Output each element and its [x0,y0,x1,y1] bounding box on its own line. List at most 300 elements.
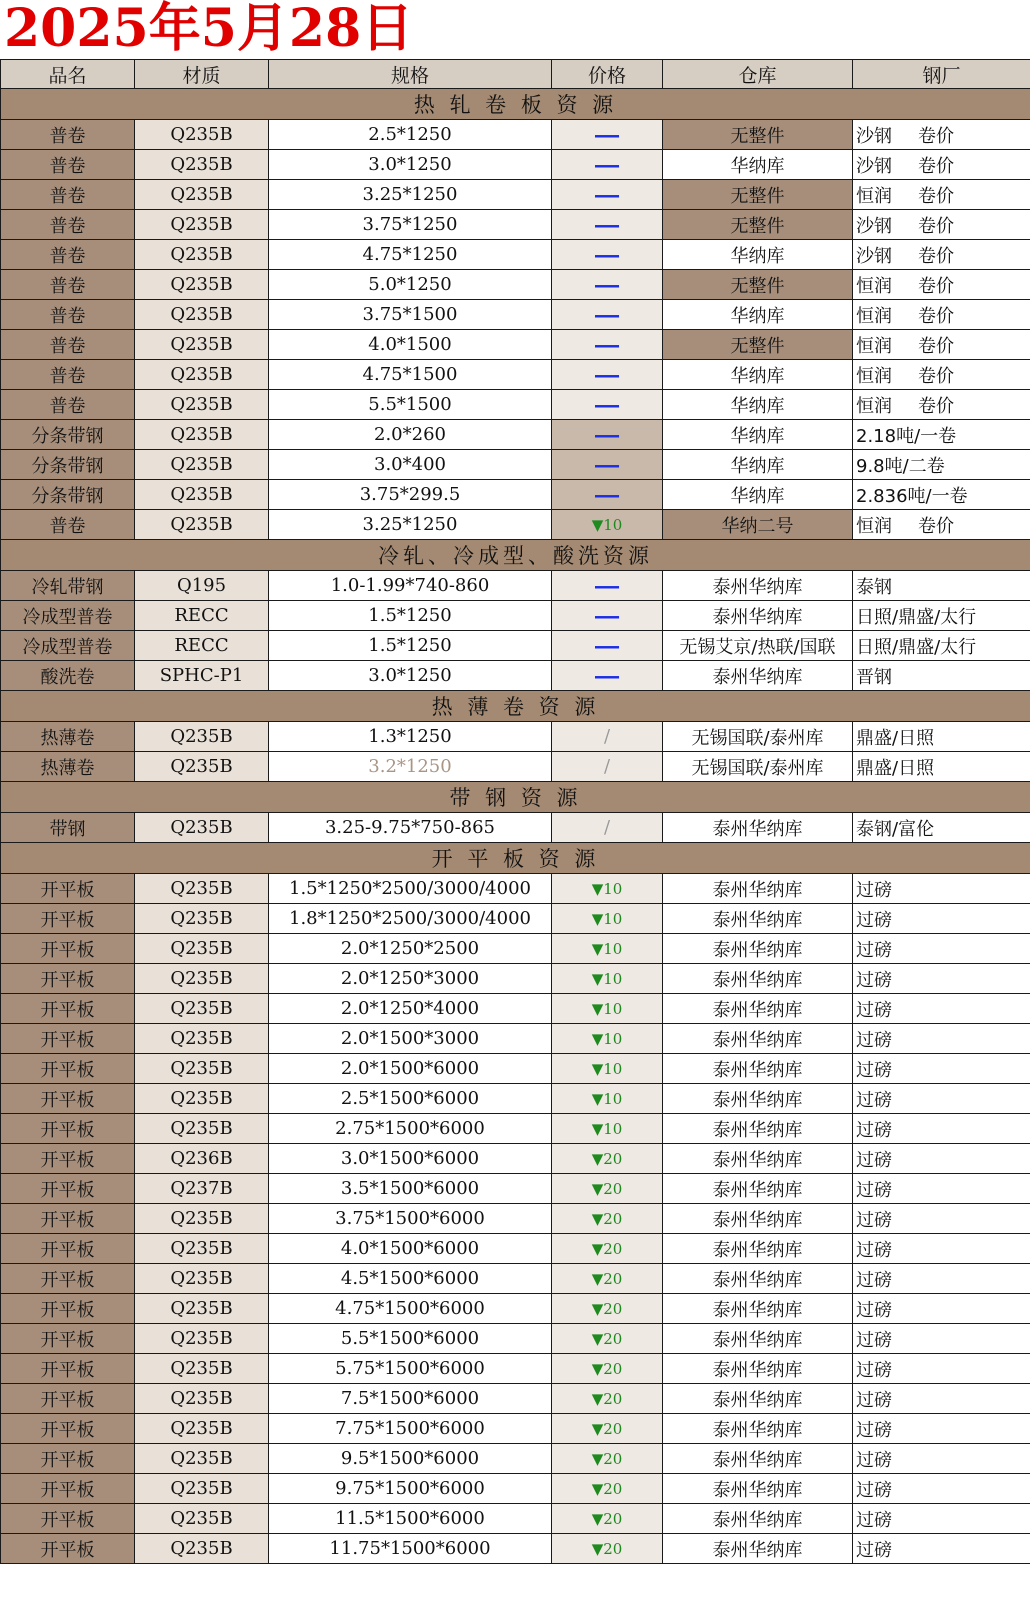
spec-text: 9.75*1500*6000 [335,1478,485,1499]
material-cell: Q235B [135,1024,269,1054]
spec-cell [269,360,552,390]
spec-cell [269,1354,552,1384]
spec-cell [269,480,552,510]
table-row [1,934,1030,964]
spec-cell [269,1174,552,1204]
section-title: 热 轧 卷 板 资 源 [1,89,1030,120]
spec-text: 1.3*1250 [368,726,452,747]
price-value: —— [594,122,620,147]
mill-cell [853,1084,1030,1114]
table-row [1,1264,1030,1294]
spec-cell [269,1024,552,1054]
mill-name: 过磅 [856,1119,892,1141]
warehouse-cell: 泰州华纳库 [663,1414,853,1444]
spec-text: 7.5*1500*6000 [340,1388,480,1409]
spec-cell [269,964,552,994]
table-row [1,904,1030,934]
table-row [1,510,1030,540]
price-cell [552,1264,663,1294]
mill-name: 过磅 [856,1449,892,1471]
warehouse-cell: 无整件 [663,180,853,210]
spec-cell [269,210,552,240]
table-row [1,1324,1030,1354]
price-cell [552,150,663,180]
material-cell: Q235B [135,934,269,964]
material-cell: Q235B [135,1444,269,1474]
warehouse-cell: 泰州华纳库 [663,1054,853,1084]
product-name-cell: 开平板 [1,1054,135,1084]
material-cell: Q235B [135,270,269,300]
price-value: —— [594,633,620,658]
spec-text: 1.5*1250 [368,635,452,656]
spec-cell [269,150,552,180]
header-row [1,60,1030,89]
spec-text: 2.0*260 [374,424,446,445]
price-value: ▼10 [591,910,623,928]
mill-name: 过磅 [856,909,892,931]
table-row [1,270,1030,300]
mill-name: 恒润 [856,275,892,297]
mill-name: 沙钢 [856,155,892,177]
table-row [1,813,1030,843]
warehouse-cell: 泰州华纳库 [663,1534,853,1564]
product-name-cell: 分条带钢 [1,420,135,450]
section-title: 开 平 板 资 源 [1,843,1030,874]
product-name-cell: 普卷 [1,390,135,420]
spec-text: 5.5*1500*6000 [340,1328,480,1349]
spec-text: 5.0*1250 [368,274,452,295]
warehouse-cell: 泰州华纳库 [663,1174,853,1204]
product-name-cell: 普卷 [1,150,135,180]
mill-note: 卷价 [918,365,954,387]
mill-cell [853,1114,1030,1144]
warehouse-cell: 泰州华纳库 [663,1234,853,1264]
warehouse-cell: 泰州华纳库 [663,1354,853,1384]
mill-cell [853,601,1030,631]
material-cell: Q235B [135,1114,269,1144]
material-cell: RECC [135,631,269,661]
mill-cell [853,722,1030,752]
material-cell: Q235B [135,1504,269,1534]
mill-name: 沙钢 [856,215,892,237]
material-cell: Q235B [135,1414,269,1444]
mill-cell [853,360,1030,390]
mill-name: 2.18吨/一卷 [856,425,957,447]
spec-text: 3.75*1500 [362,304,458,325]
spec-cell [269,1384,552,1414]
spec-text: 2.0*1250*2500 [340,938,480,959]
spec-cell [269,1294,552,1324]
product-name-cell: 热薄卷 [1,752,135,782]
mill-name: 过磅 [856,879,892,901]
warehouse-cell: 泰州华纳库 [663,1324,853,1354]
mill-name: 鼎盛/日照 [856,757,935,779]
spec-text: 2.75*1500*6000 [335,1118,485,1139]
price-value: ▼20 [591,1180,623,1198]
spec-cell [269,1114,552,1144]
spec-cell [269,661,552,691]
product-name-cell: 开平板 [1,1504,135,1534]
warehouse-cell: 无锡国联/泰州库 [663,752,853,782]
mill-note: 卷价 [918,305,954,327]
mill-cell [853,964,1030,994]
price-value: ▼10 [591,516,623,534]
spec-cell [269,571,552,601]
section-header-row [1,843,1030,874]
mill-name: 过磅 [856,1299,892,1321]
mill-name: 恒润 [856,305,892,327]
warehouse-cell: 华纳库 [663,420,853,450]
table-row [1,1474,1030,1504]
price-table-body [1,60,1030,1564]
table-row [1,150,1030,180]
mill-cell [853,631,1030,661]
spec-cell [269,874,552,904]
price-value: —— [594,152,620,177]
price-cell [552,661,663,691]
warehouse-cell: 泰州华纳库 [663,934,853,964]
spec-cell [269,120,552,150]
mill-note: 卷价 [918,245,954,267]
product-name-cell: 开平板 [1,964,135,994]
spec-text: 3.25*1250 [362,514,458,535]
spec-text: 2.0*1250*3000 [340,968,480,989]
price-value: ▼20 [591,1210,623,1228]
spec-cell [269,1474,552,1504]
mill-cell [853,1324,1030,1354]
material-cell: Q235B [135,210,269,240]
warehouse-cell: 华纳库 [663,360,853,390]
price-value: ▼10 [591,880,623,898]
mill-cell [853,1054,1030,1084]
spec-cell [269,1144,552,1174]
header-warehouse: 仓库 [663,60,853,89]
mill-cell [853,180,1030,210]
table-row [1,1414,1030,1444]
warehouse-cell: 无整件 [663,210,853,240]
price-value: ▼20 [591,1510,623,1528]
mill-note: 卷价 [918,155,954,177]
price-value: —— [594,242,620,267]
spec-text: 2.5*1500*6000 [340,1088,480,1109]
price-value: —— [594,272,620,297]
warehouse-cell: 无整件 [663,270,853,300]
warehouse-cell: 泰州华纳库 [663,1474,853,1504]
price-value: ▼10 [591,940,623,958]
spec-cell [269,510,552,540]
table-row [1,631,1030,661]
product-name-cell: 开平板 [1,1084,135,1114]
warehouse-cell: 泰州华纳库 [663,661,853,691]
product-name-cell: 分条带钢 [1,450,135,480]
price-value: ▼10 [591,1030,623,1048]
spec-text: 5.75*1500*6000 [335,1358,485,1379]
table-row [1,1534,1030,1564]
price-cell [552,964,663,994]
mill-cell [853,450,1030,480]
price-cell [552,360,663,390]
price-value: ▼20 [591,1480,623,1498]
price-value: / [603,756,611,777]
price-cell [552,390,663,420]
table-row [1,601,1030,631]
spec-cell [269,1534,552,1564]
spec-text: 1.0-1.99*740-860 [330,575,490,596]
mill-note: 卷价 [918,515,954,537]
material-cell: Q235B [135,120,269,150]
product-name-cell: 开平板 [1,1444,135,1474]
mill-name: 恒润 [856,365,892,387]
price-value: / [603,817,611,838]
mill-name: 过磅 [856,1089,892,1111]
section-header-row [1,691,1030,722]
header-spec: 规格 [269,60,552,89]
mill-name: 过磅 [856,1329,892,1351]
price-cell [552,934,663,964]
header-mill: 钢厂 [853,60,1030,89]
product-name-cell: 开平板 [1,874,135,904]
spec-text: 3.5*1500*6000 [340,1178,480,1199]
spec-cell [269,601,552,631]
mill-cell [853,934,1030,964]
price-value: ▼20 [591,1360,623,1378]
price-value: ▼20 [591,1420,623,1438]
warehouse-cell: 华纳库 [663,480,853,510]
warehouse-cell: 泰州华纳库 [663,964,853,994]
spec-text: 4.0*1500*6000 [340,1238,480,1259]
mill-cell [853,1384,1030,1414]
price-value: ▼20 [591,1300,623,1318]
mill-cell [853,120,1030,150]
mill-name: 过磅 [856,1419,892,1441]
spec-text: 2.0*1500*3000 [340,1028,480,1049]
mill-name: 过磅 [856,939,892,961]
warehouse-cell: 泰州华纳库 [663,874,853,904]
table-row [1,180,1030,210]
mill-cell [853,510,1030,540]
price-cell [552,450,663,480]
section-title: 热 薄 卷 资 源 [1,691,1030,722]
warehouse-cell: 泰州华纳库 [663,1024,853,1054]
section-title: 带 钢 资 源 [1,782,1030,813]
material-cell: Q237B [135,1174,269,1204]
warehouse-cell: 无整件 [663,120,853,150]
table-row [1,210,1030,240]
spec-text: 4.0*1500 [368,334,452,355]
mill-cell [853,1264,1030,1294]
price-value: ▼10 [591,970,623,988]
table-row [1,390,1030,420]
warehouse-cell: 泰州华纳库 [663,1264,853,1294]
product-name-cell: 开平板 [1,1234,135,1264]
table-row [1,1174,1030,1204]
price-cell [552,601,663,631]
material-cell: Q235B [135,722,269,752]
material-cell: Q235B [135,180,269,210]
price-cell [552,752,663,782]
material-cell: Q235B [135,390,269,420]
price-cell [552,1144,663,1174]
mill-cell [853,390,1030,420]
material-cell: Q235B [135,1324,269,1354]
page-title: 2025年5月28日 [4,0,414,59]
price-cell [552,722,663,752]
spec-cell [269,1324,552,1354]
mill-cell [853,1294,1030,1324]
mill-name: 过磅 [856,1509,892,1531]
price-value: —— [594,663,620,688]
price-cell [552,1114,663,1144]
price-cell [552,1474,663,1504]
table-row [1,420,1030,450]
spec-text: 9.5*1500*6000 [340,1448,480,1469]
material-cell: Q235B [135,1204,269,1234]
table-row [1,120,1030,150]
price-cell [552,1024,663,1054]
table-row [1,360,1030,390]
price-cell [552,813,663,843]
mill-cell [853,1354,1030,1384]
mill-cell [853,1174,1030,1204]
material-cell: RECC [135,601,269,631]
table-row [1,1024,1030,1054]
header-name: 品名 [1,60,135,89]
warehouse-cell: 无锡国联/泰州库 [663,722,853,752]
warehouse-cell: 无锡艾京/热联/国联 [663,631,853,661]
material-cell: Q195 [135,571,269,601]
mill-name: 恒润 [856,185,892,207]
price-cell [552,1354,663,1384]
section-header-row [1,782,1030,813]
warehouse-cell: 泰州华纳库 [663,1114,853,1144]
price-value: —— [594,332,620,357]
warehouse-cell: 华纳库 [663,390,853,420]
price-value: ▼20 [591,1450,623,1468]
price-cell [552,994,663,1024]
product-name-cell: 普卷 [1,120,135,150]
price-value: ▼20 [591,1330,623,1348]
warehouse-cell: 泰州华纳库 [663,813,853,843]
table-row [1,994,1030,1024]
price-cell [552,1324,663,1354]
mill-name: 晋钢 [856,666,892,688]
warehouse-cell: 泰州华纳库 [663,1444,853,1474]
price-value: —— [594,392,620,417]
warehouse-cell: 泰州华纳库 [663,1384,853,1414]
price-value: ▼20 [591,1240,623,1258]
spec-text: 3.2*1250 [368,756,452,777]
price-value: —— [594,603,620,628]
mill-name: 过磅 [856,969,892,991]
mill-cell [853,300,1030,330]
table-row [1,1114,1030,1144]
warehouse-cell: 泰州华纳库 [663,1204,853,1234]
warehouse-cell: 华纳库 [663,240,853,270]
spec-cell [269,1084,552,1114]
mill-name: 日照/鼎盛/太行 [856,606,977,628]
price-value: ▼20 [591,1270,623,1288]
material-cell: Q235B [135,240,269,270]
mill-name: 鼎盛/日照 [856,727,935,749]
price-cell [552,1174,663,1204]
mill-name: 过磅 [856,1359,892,1381]
table-row [1,571,1030,601]
mill-name: 沙钢 [856,125,892,147]
product-name-cell: 开平板 [1,1264,135,1294]
warehouse-cell: 泰州华纳库 [663,1144,853,1174]
spec-text: 3.75*1250 [362,214,458,235]
product-name-cell: 普卷 [1,180,135,210]
warehouse-cell: 泰州华纳库 [663,601,853,631]
spec-text: 3.75*1500*6000 [335,1208,485,1229]
spec-cell [269,752,552,782]
spec-text: 4.5*1500*6000 [340,1268,480,1289]
product-name-cell: 开平板 [1,1174,135,1204]
mill-name: 沙钢 [856,245,892,267]
price-value: ▼10 [591,1090,623,1108]
mill-cell [853,661,1030,691]
mill-name: 过磅 [856,1239,892,1261]
spec-cell [269,904,552,934]
product-name-cell: 带钢 [1,813,135,843]
product-name-cell: 普卷 [1,330,135,360]
product-name-cell: 普卷 [1,510,135,540]
material-cell: Q235B [135,752,269,782]
price-cell [552,874,663,904]
table-row [1,1084,1030,1114]
product-name-cell: 普卷 [1,300,135,330]
price-value: —— [594,452,620,477]
price-value: —— [594,482,620,507]
material-cell: Q235B [135,1084,269,1114]
spec-cell [269,813,552,843]
price-cell [552,180,663,210]
spec-cell [269,420,552,450]
price-value: —— [594,422,620,447]
product-name-cell: 开平板 [1,1114,135,1144]
mill-note: 卷价 [918,125,954,147]
spec-cell [269,390,552,420]
table-row [1,1384,1030,1414]
price-cell [552,1414,663,1444]
spec-cell [269,1204,552,1234]
mill-cell [853,240,1030,270]
price-cell [552,420,663,450]
mill-name: 过磅 [856,1479,892,1501]
price-cell [552,270,663,300]
spec-cell [269,1234,552,1264]
spec-cell [269,631,552,661]
mill-name: 日照/鼎盛/太行 [856,636,977,658]
warehouse-cell: 泰州华纳库 [663,904,853,934]
price-value: —— [594,212,620,237]
product-name-cell: 开平板 [1,1474,135,1504]
spec-text: 2.5*1250 [368,124,452,145]
header-material: 材质 [135,60,269,89]
warehouse-cell: 泰州华纳库 [663,994,853,1024]
product-name-cell: 开平板 [1,994,135,1024]
table-row [1,1144,1030,1174]
mill-cell [853,1204,1030,1234]
material-cell: Q235B [135,1384,269,1414]
mill-cell [853,571,1030,601]
spec-text: 7.75*1500*6000 [335,1418,485,1439]
table-row [1,450,1030,480]
material-cell: Q235B [135,420,269,450]
mill-name: 恒润 [856,335,892,357]
price-value: —— [594,362,620,387]
mill-cell [853,1534,1030,1564]
